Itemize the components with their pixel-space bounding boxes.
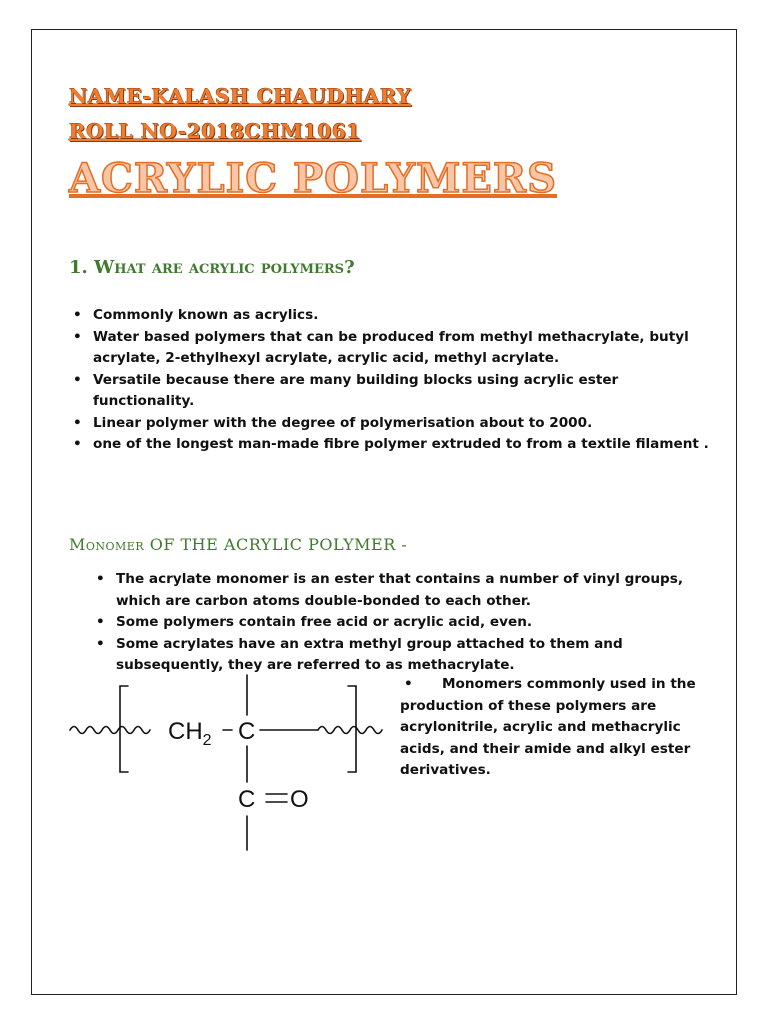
- wavy-bond-left: [70, 727, 150, 734]
- ch2-label: $CH_2$: [168, 718, 212, 749]
- roll-number: ROLL NO-2018CHM1061: [69, 119, 361, 143]
- side-note-text: Monomers commonly used in the production of these polymers are acrylonitrile, acrylic and methacrylic acids, and their amide and alkyl ester derivatives.: [400, 676, 696, 778]
- list-item: • Water based polymers that can be produced from methyl methacrylate, butyl acrylate, 2-ethylhexyl acrylate, acrylic acid, methyl acrylate.: [69, 327, 709, 370]
- list-item: • Versatile because there are many building blocks using acrylic ester functionality.: [69, 370, 709, 413]
- bracket-left: [120, 686, 128, 772]
- bracket-right: [348, 686, 356, 772]
- list-item: • one of the longest man-made fibre polymer extruded to from a textile filament .: [69, 434, 709, 456]
- bullet-list-definition: [69, 305, 709, 456]
- bullet-icon: •: [404, 676, 413, 692]
- wavy-bond-right: [318, 727, 382, 734]
- carbonyl-carbon-label: C: [238, 786, 256, 813]
- acrylic-polymer-structure-diagram: [60, 670, 400, 855]
- list-item: • Linear polymer with the degree of polymerisation about to 2000.: [69, 413, 709, 435]
- bullet-list-monomer: [92, 569, 692, 677]
- section-heading-what-are: 1. What are acrylic polymers?: [69, 257, 355, 278]
- list-item: • Some polymers contain free acid or acrylic acid, even.: [92, 612, 692, 634]
- carbon-label: C: [238, 718, 256, 745]
- student-name: NAME-KALASH CHAUDHARY: [69, 84, 412, 108]
- list-item: • Some acrylates have an extra methyl group attached to them and subsequently, they are referred to as methacrylate.: [92, 634, 692, 677]
- document-title: ACRYLIC POLYMERS: [69, 155, 557, 202]
- list-item: • Commonly known as acrylics.: [69, 305, 709, 327]
- monomer-side-note: [400, 674, 705, 782]
- section-heading-monomer: Monomer OF THE ACRYLIC POLYMER -: [69, 535, 408, 554]
- list-item: • The acrylate monomer is an ester that contains a number of vinyl groups, which are carbon atoms double-bonded to each other.: [92, 569, 692, 612]
- oxygen-label: O: [290, 786, 309, 813]
